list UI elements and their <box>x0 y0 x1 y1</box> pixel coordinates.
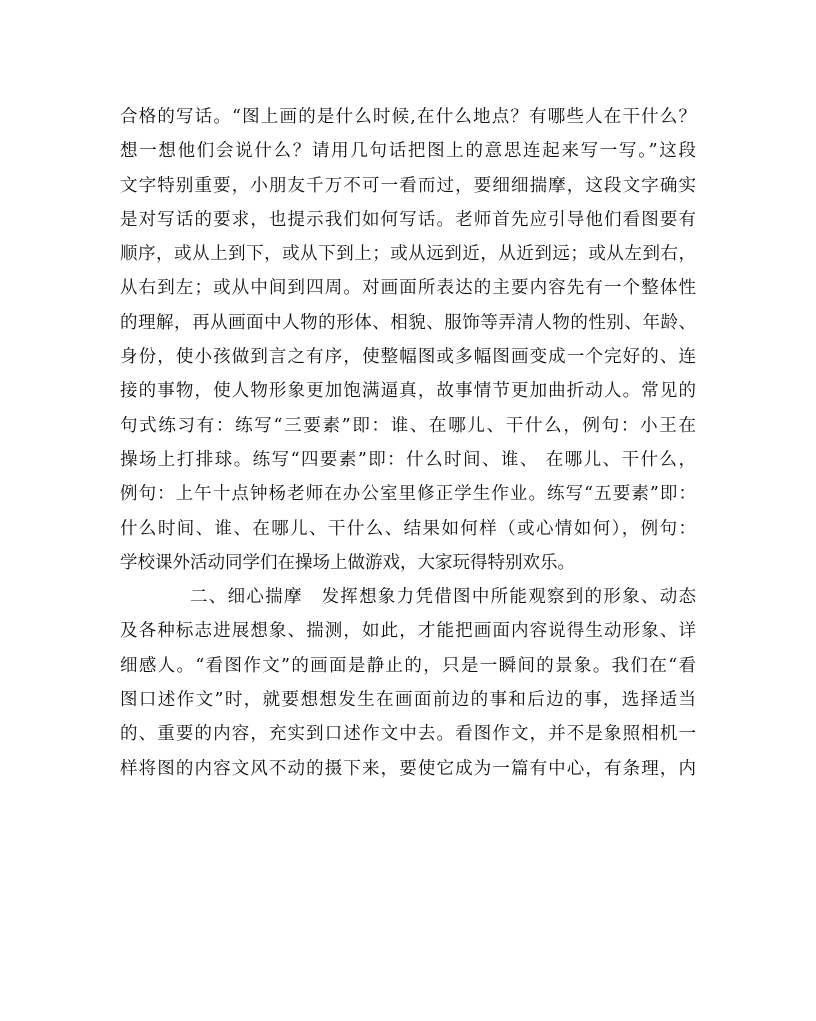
text-line: 句式练习有：练写“三要素”即：谁、在哪儿、干什么，例句：小王在 <box>120 415 696 436</box>
text-line: 接的事物，使人物形象更加饱满逼真，故事情节更加曲折动人。常见的 <box>120 381 696 402</box>
text-line: 想一想他们会说什么？请用几句话把图上的意思连起来写一写。”这段 <box>120 141 696 162</box>
text-line: 样将图的内容文风不动的摄下来，要使它成为一篇有中心，有条理，内 <box>120 758 696 779</box>
text-line: 及各种标志进展想象、揣测，如此，才能把画面内容说得生动形象、详 <box>120 621 696 642</box>
text-line: 从右到左；或从中间到四周。对画面所表达的主要内容先有一个整体性 <box>120 278 696 299</box>
text-line: 文字特别重要，小朋友千万不可一看而过，要细细揣摩，这段文字确实 <box>120 175 696 196</box>
paragraph-1 <box>120 100 696 580</box>
text-line: 的、重要的内容，充实到口述作文中去。看图作文，并不是象照相机一 <box>120 724 696 745</box>
section-heading-line: 二、细心揣摩 发挥想象力凭借图中所能观察到的形象、动态 <box>190 587 696 608</box>
text-line: 顺序，或从上到下，或从下到上；或从远到近，从近到远；或从左到右， <box>120 244 696 265</box>
text-line: 是对写话的要求，也提示我们如何写话。老师首先应引导他们看图要有 <box>120 209 696 230</box>
body-text <box>120 100 696 786</box>
text-line: 身份，使小孩做到言之有序，使整幅图或多幅图画变成一个完好的、连 <box>120 347 696 368</box>
text-line: 学校课外活动同学们在操场上做游戏，大家玩得特别欢乐。 <box>120 552 575 573</box>
text-line: 合格的写话。“图上画的是什么时候,在什么地点？有哪些人在干什么？ <box>120 107 696 127</box>
text-line: 的理解，再从画面中人物的形体、相貌、服饰等弄清人物的性别、年龄、 <box>120 312 696 333</box>
text-line: 什么时间、谁、在哪儿、干什么、结果如何样（或心情如何），例句： <box>120 518 696 539</box>
text-line: 操场上打排球。练写“四要素”即：什么时间、谁、 在哪儿、干什么， <box>120 449 696 470</box>
text-line: 图口述作文”时，就要想想发生在画面前边的事和后边的事，选择适当 <box>120 690 696 711</box>
text-line: 细感人。“看图作文”的画面是静止的，只是一瞬间的景象。我们在“看 <box>120 655 696 676</box>
text-line: 例句：上午十点钟杨老师在办公室里修正学生作业。练写“五要素”即： <box>120 484 696 505</box>
paragraph-2 <box>120 580 696 786</box>
